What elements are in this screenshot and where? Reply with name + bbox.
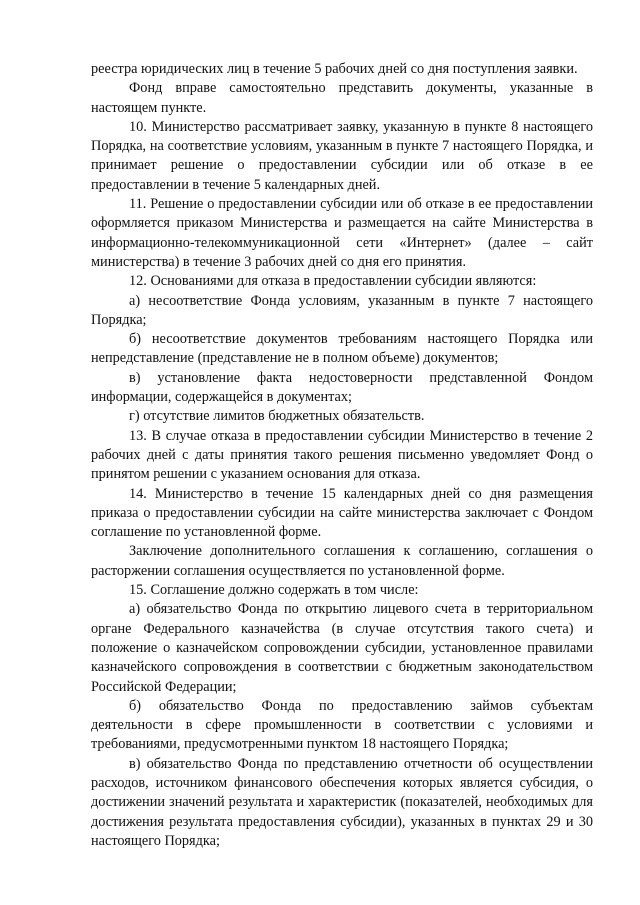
paragraph: Заключение дополнительного соглашения к соглашению, соглашения о расторжении соглашения осуществляется по установленной форме. bbox=[91, 543, 593, 579]
paragraph-item-15: 15. Соглашение должно содержать в том числе: bbox=[129, 582, 419, 599]
paragraph-item-12: 12. Основаниями для отказа в предоставлении субсидии являются: bbox=[129, 273, 537, 290]
paragraph-continuation: реестра юридических лиц в течение 5 рабочих дней со дня поступления заявки. bbox=[91, 61, 578, 77]
subitem-12-g: г) отсутствие лимитов бюджетных обязательств. bbox=[129, 408, 425, 425]
paragraph-item-11: 11. Решение о предоставлении субсидии или об отказе в ее предоставлении оформляется приказом Министерства и размещается на сайте Министерства в информационно-телекоммуникационной сети «Интернет» (далее – сайт министерства) в течение 3 рабочих дней со дня его принятия. bbox=[91, 196, 593, 270]
subitem-15-a: а) обязательство Фонда по открытию лицевого счета в территориальном органе Федерального казначейства (в случае отсутствия такого счета) и положение о казначейском сопровождении субсидии, установленное правилами казначейского сопровождения в соответствии с бюджетным законодательством Российской Федерации; bbox=[91, 601, 593, 695]
paragraph-item-13: 13. В случае отказа в предоставлении субсидии Министерство в течение 2 рабочих дней с даты принятия такого решения письменно уведомляет Фонд о принятом решении с указанием основания для отказа. bbox=[91, 427, 593, 483]
subitem-12-b: б) несоответствие документов требованиям настоящего Порядка или непредставление (представление не в полном объеме) документов; bbox=[91, 331, 593, 367]
paragraph-item-10: 10. Министерство рассматривает заявку, указанную в пункте 8 настоящего Порядка, на соответствие условиям, указанным в пункте 7 настоящего Порядка, и принимает решение о предоставлении субсидии или об отказе в ее предоставлении в течение 5 календарных дней. bbox=[91, 118, 593, 193]
subitem-12-a: а) несоответствие Фонда условиям, указанным в пункте 7 настоящего Порядка; bbox=[91, 292, 593, 328]
subitem-15-b: б) обязательство Фонда по предоставлению займов субъектам деятельности в сфере промышленности в соответствии с условиями и требованиями, предусмотренными пунктом 18 настоящего Порядка; bbox=[91, 697, 593, 753]
paragraph-item-14: 14. Министерство в течение 15 календарных дней со дня размещения приказа о предоставлении субсидии на сайте министерства заключает с Фондом соглашение по установленной форме. bbox=[91, 485, 593, 541]
subitem-12-v: в) установление факта недостоверности представленной Фондом информации, содержащейся в документах; bbox=[91, 369, 593, 406]
paragraph: Фонд вправе самостоятельно представить документы, указанные в настоящем пункте. bbox=[91, 80, 593, 116]
subitem-15-v: в) обязательство Фонда по представлению отчетности об осуществлении расходов, источником финансового обеспечения которых является субсидия, о достижении значений результата и характеристик (показателей, необходимых для достижения результата предоставления субсидии), указанных в пунктах 29 и 30 настоящего Порядка; bbox=[91, 755, 593, 849]
